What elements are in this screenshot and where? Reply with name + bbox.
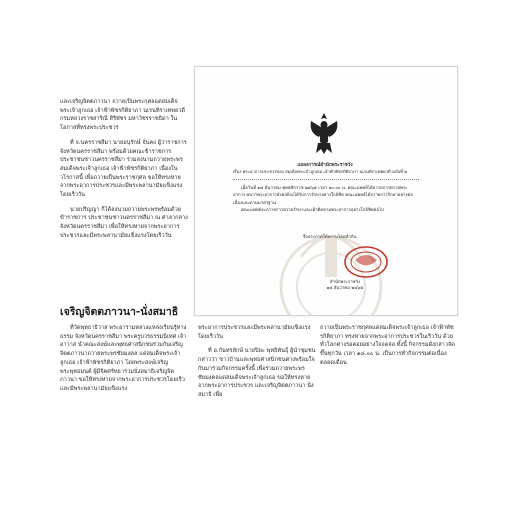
- letter-body: [233, 185, 419, 215]
- paragraph: ที่วัดพุทธาธิวาส พระอารามหลวงแหล่งเรียนรู้ทางธรรม จังหวัดนครราชสีมา พระครูบวรธรรมนิเทศ เจ้าอาวาส นำคณะสงฆ์และพุทธศาสนิกชนร่วมกันเจริญจิตตภาวนาถวายพระพรชัยมงคล แด่สมเด็จพระเจ้าลูกเธอ เจ้าฟ้าพัชรกิติยาภา โดยพระสงฆ์เจริญพระพุทธมนต์ ผู้มีจิตศรัทธาร่วมนั่งสมาธิเจริญจิตภาวนา ขอให้ทรงหายจากพระอาการประชวรโดยเร็ว และมีพระพลานามัยแข็งแรง: [60, 325, 187, 392]
- letter-paragraph: คณะแพทย์จะถวายการตรวจรักษาและเฝ้าติดตามพระอาการอย่างใกล้ชิดต่อไป: [241, 208, 384, 214]
- letter-subject: เรื่อง พระอาการประชวรของ สมเด็จพระเจ้าลูกเธอ เจ้าฟ้าพัชรกิติยาภา นเรนทิราเทพยวดี ฉบับที่ ๒: [233, 169, 408, 174]
- royal-seal-stamp-icon: [343, 245, 389, 279]
- article-column-right: [320, 324, 456, 368]
- section-heading: เจริญจิตตภาวนา-นั่งสมาธิ: [60, 306, 179, 318]
- sign-date: ๑๕ ธันวาคม ๒๕๖๕: [326, 286, 364, 291]
- article-column-left-top: [60, 98, 188, 241]
- article-column-left-bottom: [60, 324, 188, 394]
- watermark-emblem-icon: [241, 217, 421, 316]
- paragraph: ที่ อ.กันทรลักษ์ นายปิยะ พุทธิพันธุ์ ผู้นำชุมชน กล่าวว่า ชาวบ้านและพุทธศาสนิกชนต่างพร้อมใจกันมาร่วมกิจกรรมครั้งนี้ เพื่อร่วมถวายพระพรชัยมงคลแด่สมเด็จพระเจ้าลูกเธอ ขอให้ทรงหายจากพระอาการประชวร และเจริญจิตตภาวนา นั่งสมาธิ เพื่อ: [198, 348, 316, 398]
- paragraph: ถวายเป็นพระราชกุศลแด่สมเด็จพระเจ้าลูกเธอ เจ้าฟ้าพัชรกิติยาภา ทรงหายจากพระอาการประชวรในเร็ววัน ด้วยทั่วโลกต่างรอคอยอย่างใจจดจ่อ ทั้งนี้ กิจกรรมดังกล่าวจัดขึ้นทุกวัน เวลา ๑๘.๐๐ น. เป็นการทำกิจกรรมต่อเนื่องตลอดเดือน: [320, 325, 455, 366]
- sign-office: สำนักพระราชวัง: [329, 280, 361, 285]
- letter-closing: จึงประกาศให้ทราบโดยทั่วกัน: [303, 235, 357, 240]
- paragraph: ที่ จ.นครราชสีมา นายอนุรักษ์ จั่นคง ผู้ว่าราชการจังหวัดนครราชสีมา พร้อมด้วยคณะข้าราชการ ประชาชนชาวนครราชสีมา ร่วมลงนามถวายพระพร สมเด็จพระเจ้าลูกเธอ เจ้าฟ้าพัชรกิติยาภา เนื่องในวโรกาสนี้ เพื่อถวายเป็นพระราชกุศล ขอให้ทรงหายจากพระอาการประชวรและมีพระพลานามัยแข็งแรงโดยเร็ววัน: [60, 139, 187, 199]
- paragraph: พระอาการประชวรและมีพระพลานามัยแข็งแรงโดยเร็ววัน: [198, 325, 311, 340]
- article-column-middle: [198, 324, 316, 400]
- paragraph: และเจริญจิตตภาวนา ถวายเป็นพระกุศลแด่สมเด็จพระเจ้าลูกเธอ เจ้าฟ้าพัชรกิติยาภา นเรนทิราเทพยวดี กรมหลวงราชสาริณี สิริพัชร มหาวัชรราชธิดา ในโอกาสที่ทรงพระประชวร: [60, 99, 186, 132]
- divider: [233, 179, 419, 180]
- letter-title: แถลงการณ์สำนักพระราชวัง: [297, 163, 353, 168]
- letter-paragraph: เมื่อวันที่ ๑๔ ธันวาคม พุทธศักราช ๒๕๖๕ เวลา ๒๐.๐๐ น. คณะแพทย์ได้ถวายการตรวจพระอาการ พบว่าพระอาการยังคงต้องได้รับการรักษาอย่างใกล้ชิด คณะแพทย์ได้ถวายการรักษาอย่างต่อเนื่องและตามมาตรฐาน: [233, 186, 413, 206]
- royal-announcement-letter: [194, 66, 458, 316]
- letter-signature: [297, 280, 393, 292]
- paragraph: นายปริญญา ก็ได้ลงนามถวายพระพรพร้อมด้วยข้าราชการ ประชาชนชาวนครราชสีมา ณ ศาลากลางจังหวัดนครราชสีมา เพื่อให้ทรงหายจากพระอาการประชวรและมีพระพลานามัยแข็งแรงโดยเร็ววัน: [60, 206, 188, 239]
- garuda-emblem-icon: [307, 111, 341, 155]
